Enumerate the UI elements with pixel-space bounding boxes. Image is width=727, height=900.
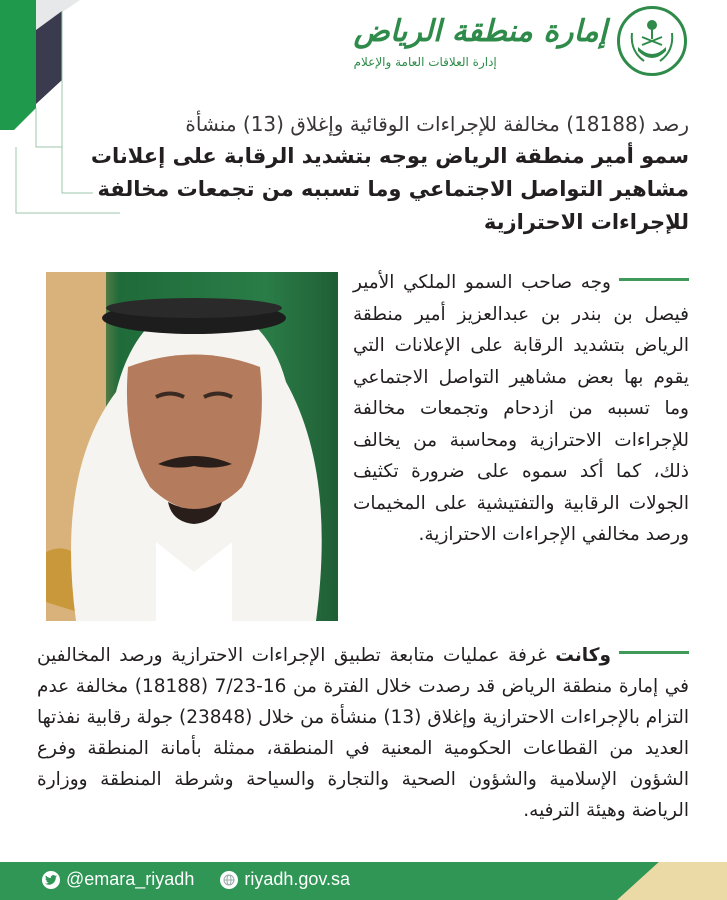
twitter-icon [42, 871, 60, 889]
footer-bar [0, 862, 727, 900]
accent-dash [619, 651, 689, 654]
twitter-handle: @emara_riyadh [66, 869, 195, 889]
globe-icon [220, 871, 238, 889]
accent-dash [619, 278, 689, 281]
paragraph-2-lead: وكانت [555, 645, 611, 666]
saudi-emblem-icon [617, 6, 687, 76]
website-url: riyadh.gov.sa [244, 869, 351, 889]
paragraph-1-text: وجه صاحب السمو الملكي الأمير فيصل بن بندر بن عبدالعزيز أمير منطقة الرياض بتشديد الرقابة على الإعلانات التي يقوم بها بعض مشاهير التواصل الاجتماعي وما تسببه من ازدحام وتجمعات مخالفة للإجراءات الاحترازية ومحاسبة من يخالف ذلك، كما أكد سموه على ضرورة تكثيف الجولات الرقابية والتفتيشية على المخيمات ورصد مخالفي الإجراءات الاحترازية. [353, 272, 689, 545]
article-paragraph-2 [37, 640, 689, 826]
riyadh-emirate-logo [354, 6, 687, 76]
headline-block [79, 108, 689, 239]
logo-subtitle: إدارة العلاقات العامة والإعلام [353, 55, 497, 69]
logo-title: إمارة منطقة الرياض [353, 14, 607, 49]
headline-title: سمو أمير منطقة الرياض يوجه بتشديد الرقابة على إعلانات مشاهير التواصل الاجتماعي وما تسببه من تجمعات مخالفة للإجراءات الاحترازية [90, 144, 689, 234]
website-link[interactable] [220, 869, 350, 890]
twitter-link[interactable] [42, 869, 194, 890]
headline-kicker: رصد (18188) مخالفة للإجراءات الوقائية وإغلاق (13) منشأة [185, 112, 689, 136]
article-paragraph-1 [353, 267, 689, 551]
paragraph-2-text: غرفة عمليات متابعة تطبيق الإجراءات الاحترازية ورصد المخالفين في إمارة منطقة الرياض قد رصدت خلال الفترة من 16-7/23 (18188) مخالفة عدم التزام بالإجراءات الاحترازية وإغلاق (13) منشأة من خلال (23848) جولة رقابية نفذتها العديد من القطاعات الحكومية المعنية في المنطقة، ممثلة بأمانة المنطقة وفرع الشؤون الإسلامية والشؤون الصحية والتجارة والسياحة وشرطة المنطقة ووزارة الرياضة وهيئة الترفيه. [37, 645, 690, 821]
prince-portrait-photo [46, 272, 338, 621]
footer-beige-corner [617, 862, 727, 900]
